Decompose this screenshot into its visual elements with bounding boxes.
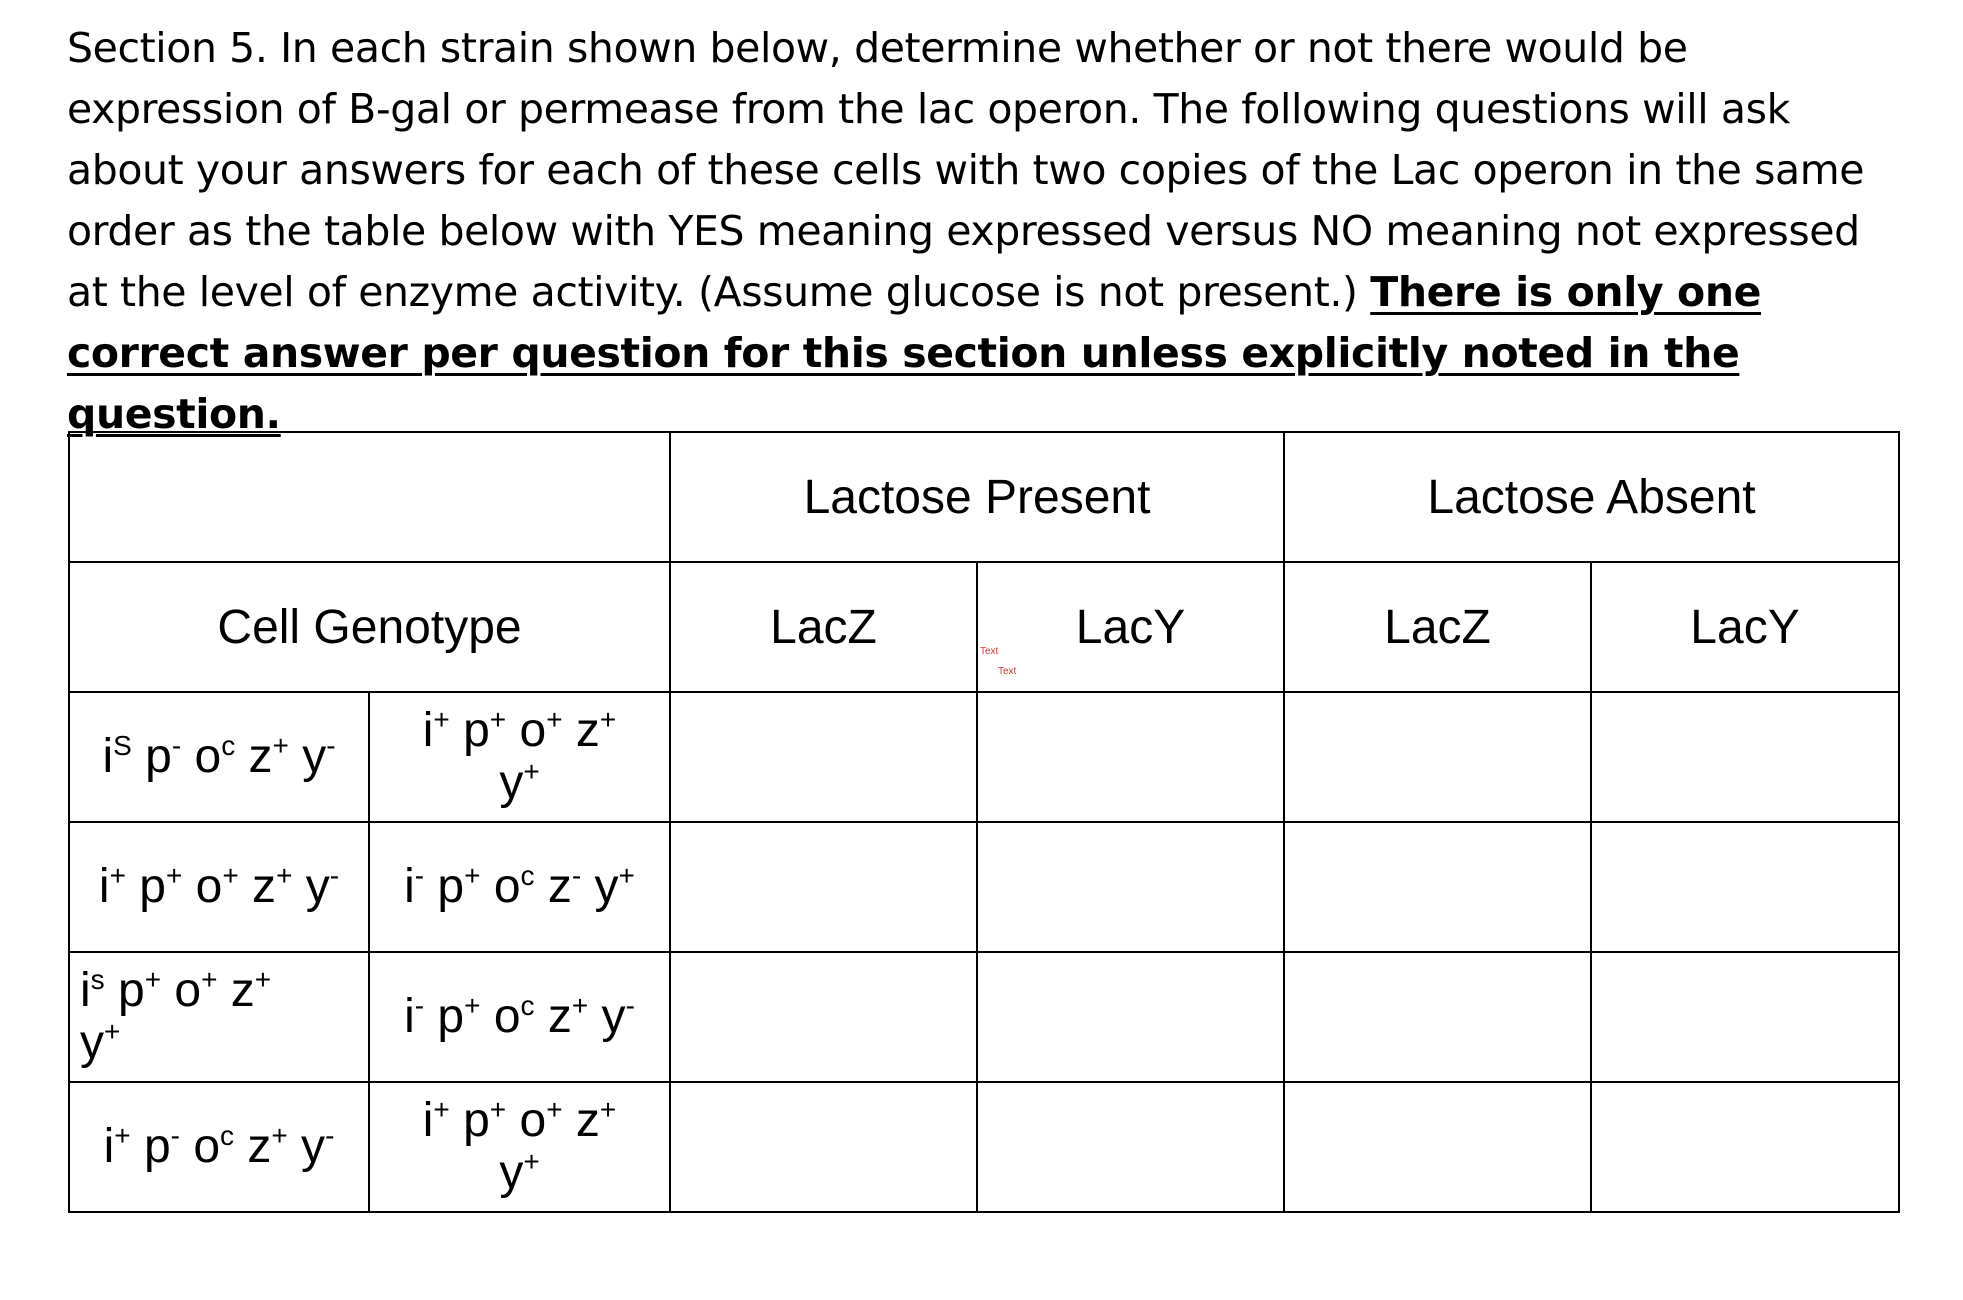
header-row-genes bbox=[69, 562, 1899, 692]
answer-cell-lacy-present[interactable] bbox=[977, 952, 1284, 1082]
genotype-copy-2: i- p+ $o^c$ z+ y- bbox=[369, 952, 670, 1082]
text-placeholder-tag[interactable]: Text bbox=[998, 666, 1017, 677]
header-row-conditions bbox=[69, 432, 1899, 562]
genotype-copy-2: i- p+ $o^c$ z- y+ bbox=[369, 822, 670, 952]
lactose-present-header: Lactose Present bbox=[670, 432, 1284, 562]
answer-cell-lacy-absent[interactable] bbox=[1591, 1082, 1899, 1212]
genotype-copy-2: i+ p+ o+ z+ y+ bbox=[369, 1082, 670, 1212]
blank-header-cell bbox=[69, 432, 670, 562]
table-row bbox=[69, 1082, 1899, 1212]
answer-cell-lacz-absent[interactable] bbox=[1284, 952, 1591, 1082]
genotype-copy-1: $i^S$ p- $o^c$ z+ y- bbox=[69, 692, 369, 822]
answer-cell-lacy-present[interactable] bbox=[977, 1082, 1284, 1212]
lacz-present-header: LacZ bbox=[670, 562, 977, 692]
lactose-absent-header: Lactose Absent bbox=[1284, 432, 1899, 562]
text-placeholder-tag[interactable]: Text bbox=[980, 646, 999, 657]
table-row bbox=[69, 822, 1899, 952]
answer-cell-lacy-absent[interactable] bbox=[1591, 952, 1899, 1082]
cell-genotype-header: Cell Genotype bbox=[69, 562, 670, 692]
table-row bbox=[69, 952, 1899, 1082]
section-instructions bbox=[67, 18, 1907, 445]
answer-cell-lacz-absent[interactable] bbox=[1284, 692, 1591, 822]
table-row bbox=[69, 692, 1899, 822]
answer-cell-lacy-present[interactable] bbox=[977, 822, 1284, 952]
genotype-copy-1: $i^s$ p+ o+ z+ y+ bbox=[69, 952, 369, 1082]
answer-cell-lacz-present[interactable] bbox=[670, 952, 977, 1082]
answer-cell-lacz-absent[interactable] bbox=[1284, 1082, 1591, 1212]
genotype-copy-2: i+ p+ o+ z+ y+ bbox=[369, 692, 670, 822]
instructions-emphasis: There is only one correct answer per question for this section unless explicitly noted in the question. bbox=[67, 268, 1762, 438]
answer-cell-lacy-absent[interactable] bbox=[1591, 822, 1899, 952]
answer-cell-lacz-present[interactable] bbox=[670, 822, 977, 952]
genotype-copy-1: i+ p- $o^c$ z+ y- bbox=[69, 1082, 369, 1212]
answer-cell-lacy-present[interactable] bbox=[977, 692, 1284, 822]
answer-cell-lacz-present[interactable] bbox=[670, 692, 977, 822]
lacy-present-header: LacY bbox=[977, 562, 1284, 692]
lacy-absent-header: LacY bbox=[1591, 562, 1899, 692]
instructions-text: Section 5. In each strain shown below, determine whether or not there would be expression of B-gal or permease from the lac operon. The following questions will ask about your answers for each of these cells with two copies of the Lac operon in the same order as the table below with YES meaning expressed versus NO meaning not expressed at the level of enzyme activity. (Assume glucose is not present.) bbox=[67, 24, 1865, 316]
lacz-absent-header: LacZ bbox=[1284, 562, 1591, 692]
genotype-copy-1: i+ p+ o+ z+ y- bbox=[69, 822, 369, 952]
answer-cell-lacz-absent[interactable] bbox=[1284, 822, 1591, 952]
answer-cell-lacz-present[interactable] bbox=[670, 1082, 977, 1212]
answer-cell-lacy-absent[interactable] bbox=[1591, 692, 1899, 822]
lac-operon-table bbox=[68, 431, 1900, 1213]
